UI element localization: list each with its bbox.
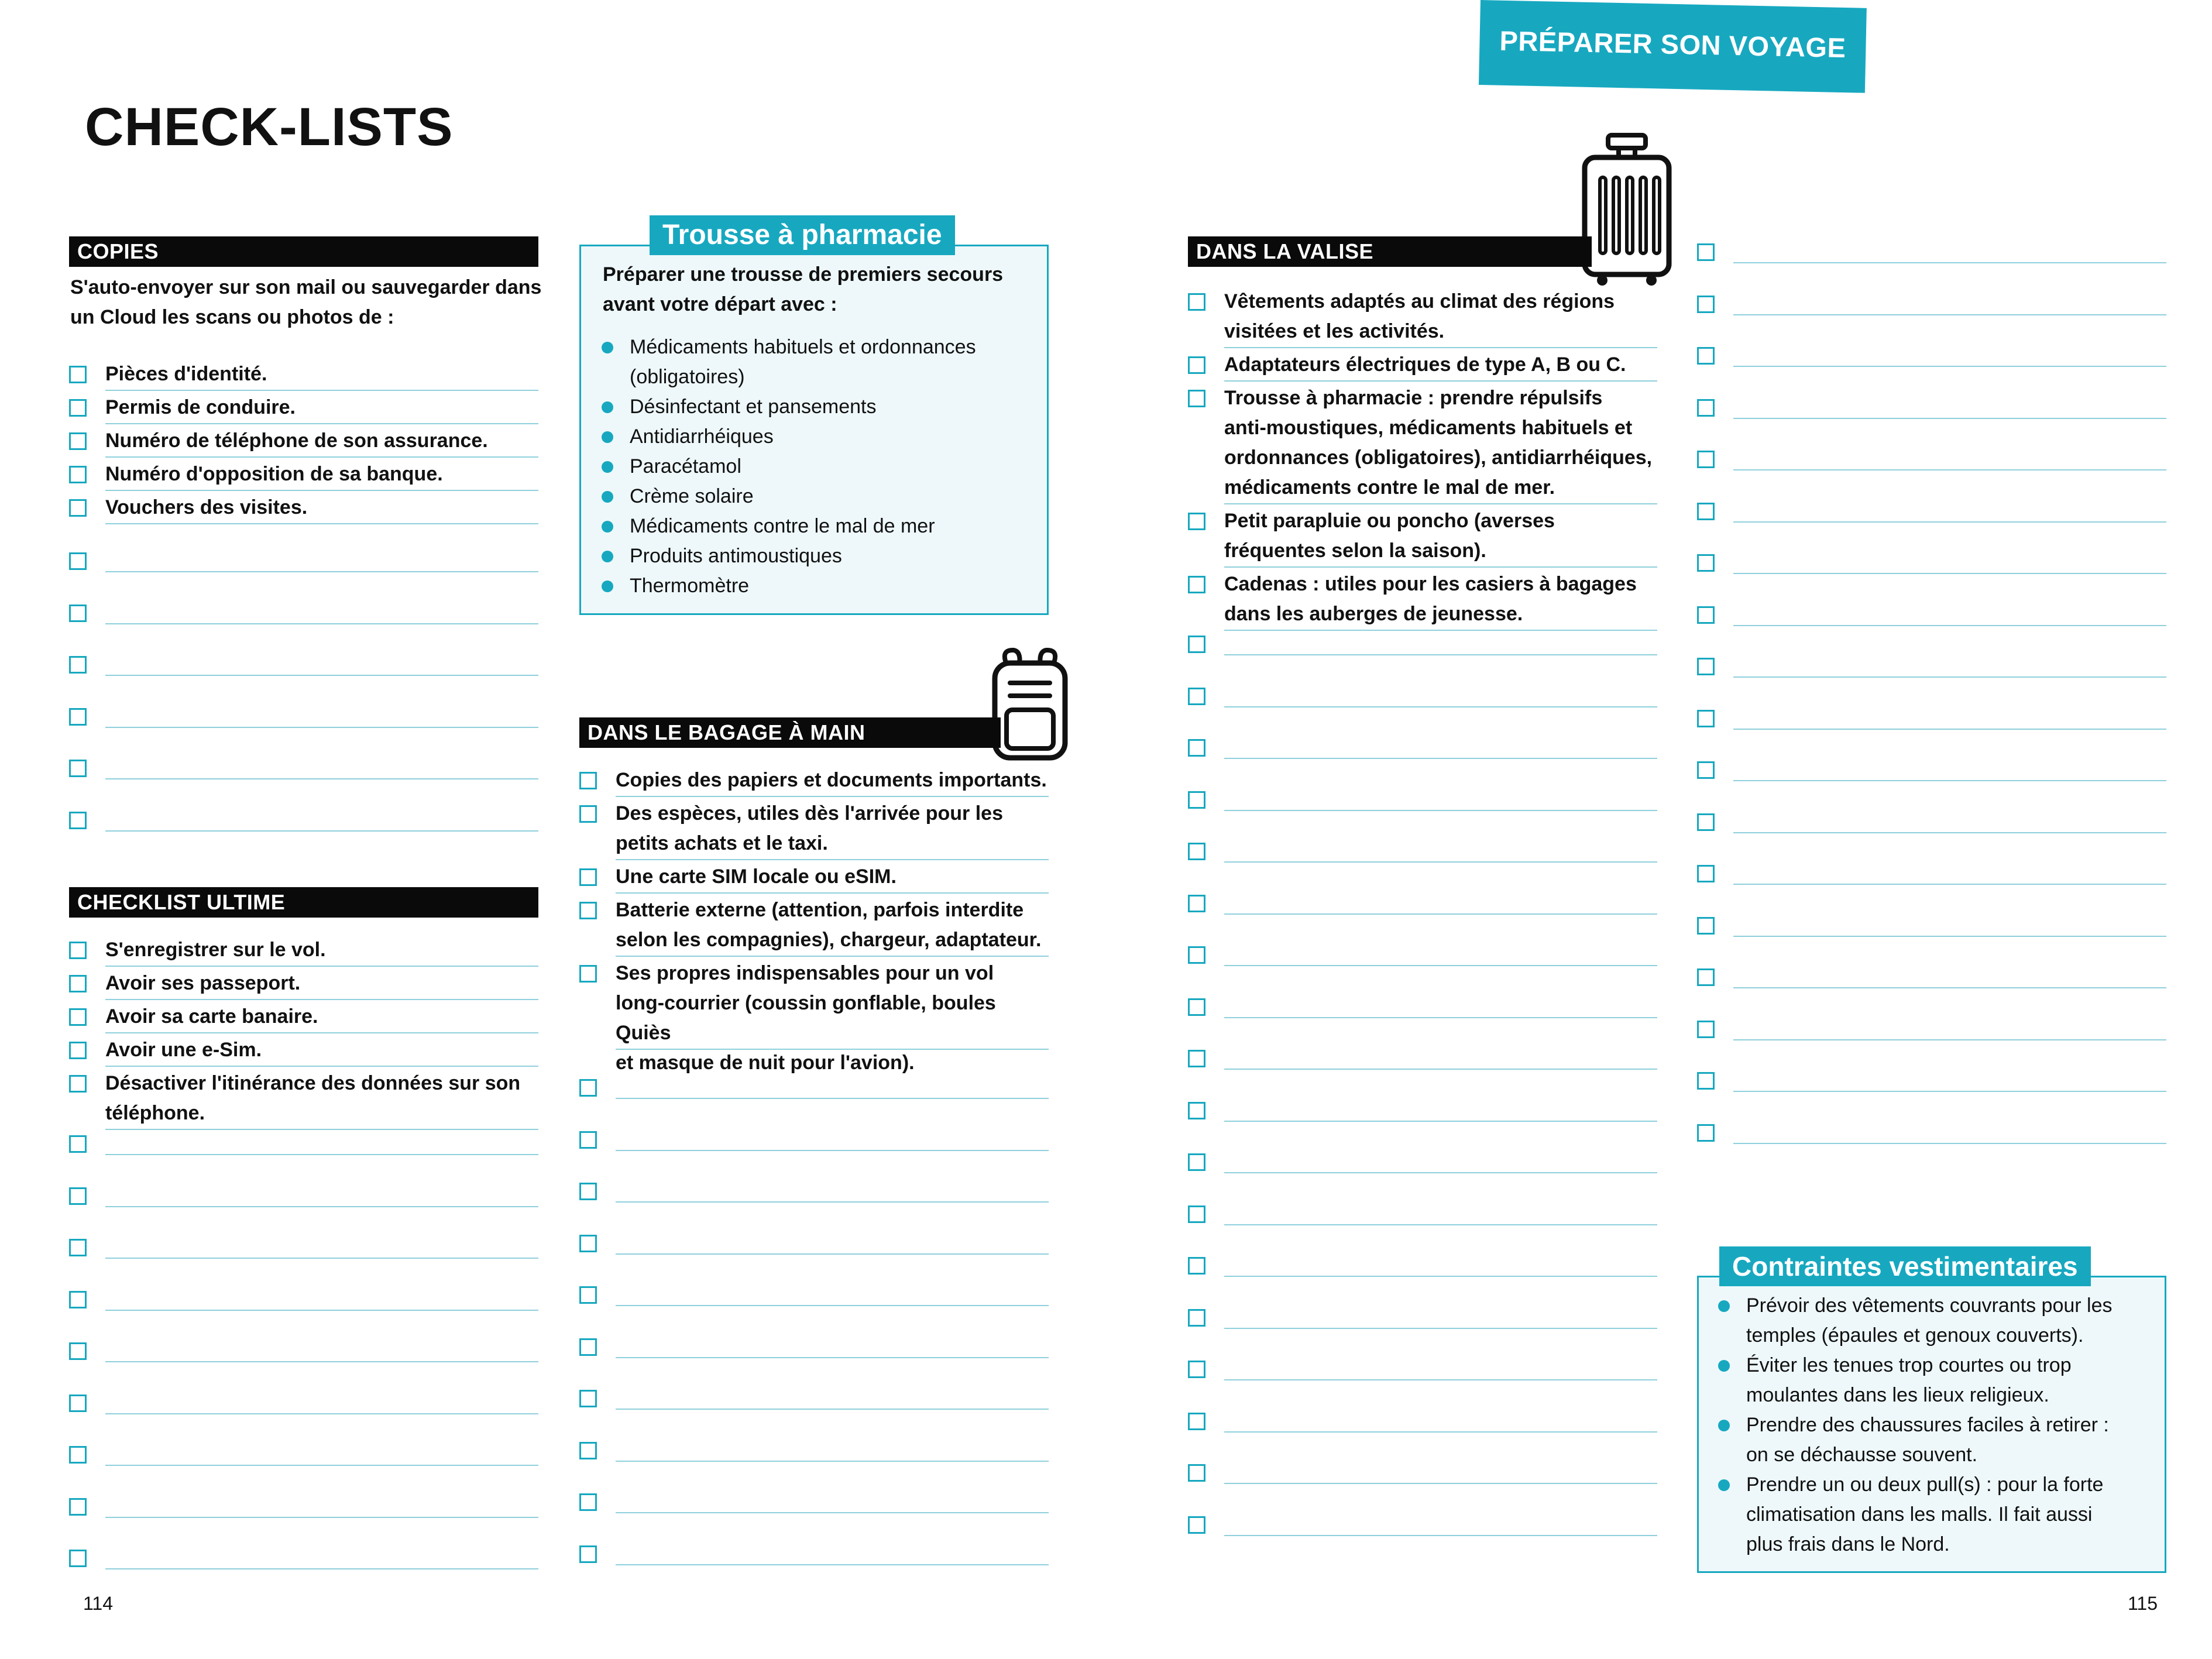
copies-empty-checkbox[interactable] (69, 708, 87, 726)
bagage-empty-line[interactable] (616, 1564, 1049, 1565)
bagage-item-line: Copies des papiers et documents importants. (616, 769, 1047, 791)
right-column-empty-line[interactable] (1733, 987, 2166, 988)
copies-checkbox[interactable] (69, 466, 87, 483)
valise-empty-line[interactable] (1224, 1224, 1657, 1225)
pharmacie-bullet-line: (obligatoires) (630, 366, 745, 388)
suitcase-icon (1580, 132, 1674, 287)
bagage-item-line: long-courrier (coussin gonflable, boules Quiès (616, 992, 996, 1044)
valise-empty-checkbox[interactable] (1188, 1516, 1205, 1534)
right-column-empty-checkbox[interactable] (1697, 296, 1715, 313)
valise-empty-checkbox[interactable] (1188, 1464, 1205, 1482)
right-column-empty-checkbox[interactable] (1697, 1072, 1715, 1090)
bagage-empty-line[interactable] (616, 1409, 1049, 1410)
ultime-empty-line[interactable] (105, 1310, 538, 1311)
pharmacie-bullet-line: Thermomètre (630, 575, 750, 597)
pharmacie-bullet-line: Médicaments contre le mal de mer (630, 515, 935, 537)
right-column-empty-checkbox[interactable] (1697, 1124, 1715, 1142)
bagage-empty-line[interactable] (616, 1461, 1049, 1462)
valise-empty-checkbox[interactable] (1188, 946, 1205, 964)
valise-empty-line[interactable] (1224, 1379, 1657, 1380)
bagage-item-line: et masque de nuit pour l'avion). (616, 1052, 915, 1074)
copies-underline (105, 423, 538, 424)
valise-item-line: dans les auberges de jeunesse. (1224, 603, 1523, 625)
bagage-underline (616, 796, 1049, 797)
valise-checkbox[interactable] (1188, 513, 1205, 530)
valise-empty-line[interactable] (1224, 965, 1657, 966)
right-column-empty-line[interactable] (1733, 314, 2166, 315)
bagage-empty-line[interactable] (616, 1253, 1049, 1255)
ultime-empty-line[interactable] (105, 1206, 538, 1207)
vestimentaires-bullet-line: Prévoir des vêtements couvrants pour les (1746, 1294, 2113, 1317)
valise-empty-checkbox[interactable] (1188, 688, 1205, 705)
bagage-empty-line[interactable] (616, 1150, 1049, 1151)
right-column-empty-line[interactable] (1733, 832, 2166, 833)
valise-empty-checkbox[interactable] (1188, 895, 1205, 912)
page-title: CHECK-LISTS (85, 97, 454, 157)
valise-item-line: fréquentes selon la saison). (1224, 540, 1486, 562)
right-column-empty-checkbox[interactable] (1697, 658, 1715, 675)
copies-empty-line[interactable] (105, 623, 538, 624)
bagage-empty-line[interactable] (616, 1305, 1049, 1306)
pharmacie-bullet-item (630, 422, 1039, 452)
valise-empty-checkbox[interactable] (1188, 636, 1205, 653)
pharmacie-bullet-item (630, 541, 1039, 571)
bagage-underline (616, 956, 1049, 957)
bagage-checkbox[interactable] (579, 772, 597, 789)
valise-empty-line[interactable] (1224, 1431, 1657, 1433)
bagage-empty-checkbox[interactable] (579, 1079, 597, 1097)
copies-item (105, 459, 538, 489)
vestimentaires-bullet-item (1746, 1470, 2156, 1560)
right-column-empty-line[interactable] (1733, 366, 2166, 367)
pharmacie-bullet-line: Produits antimoustiques (630, 545, 842, 567)
bagage-empty-checkbox[interactable] (579, 1545, 597, 1563)
vestimentaires-bullet-line: Éviter les tenues trop courtes ou trop (1746, 1354, 2072, 1376)
copies-empty-checkbox[interactable] (69, 656, 87, 674)
bagage-empty-line[interactable] (616, 1201, 1049, 1203)
ultime-checkbox[interactable] (69, 1008, 87, 1026)
vestimentaires-bullet-item (1746, 1291, 2156, 1351)
copies-empty-checkbox[interactable] (69, 812, 87, 829)
valise-empty-line[interactable] (1224, 913, 1657, 915)
pharmacie-bullet (602, 431, 613, 443)
ultime-empty-checkbox[interactable] (69, 1550, 87, 1567)
ultime-empty-checkbox[interactable] (69, 1135, 87, 1153)
valise-empty-line[interactable] (1224, 654, 1657, 655)
page-number-right: 115 (2128, 1593, 2158, 1614)
valise-item-line: ordonnances (obligatoires), antidiarrhéiques, (1224, 446, 1653, 469)
bagage-empty-checkbox[interactable] (579, 1338, 597, 1356)
right-column-empty-line[interactable] (1733, 418, 2166, 419)
vestimentaires-bullet (1718, 1420, 1730, 1431)
vestimentaires-bullet-line: Prendre des chaussures faciles à retirer : (1746, 1414, 2109, 1436)
valise-item-line: Vêtements adaptés au climat des régions (1224, 290, 1615, 312)
vestimentaires-bullet-line: Prendre un ou deux pull(s) : pour la forte (1746, 1473, 2104, 1496)
section-tab-label: PRÉPARER SON VOYAGE (1499, 25, 1846, 64)
bagage-item (616, 862, 1049, 892)
bagage-empty-checkbox[interactable] (579, 1390, 597, 1407)
ultime-empty-checkbox[interactable] (69, 1498, 87, 1516)
right-column-empty-checkbox[interactable] (1697, 917, 1715, 935)
ultime-underline (105, 1066, 538, 1067)
vestimentaires-bullet-line: temples (épaules et genoux couverts). (1746, 1324, 2084, 1347)
valise-empty-line[interactable] (1224, 1276, 1657, 1277)
vestimentaires-label: Contraintes vestimentaires (1719, 1246, 2091, 1286)
bagage-checkbox[interactable] (579, 868, 597, 886)
copies-heading: COPIES (69, 236, 538, 267)
valise-item-line: anti-moustiques, médicaments habituels et (1224, 417, 1633, 439)
ultime-empty-line[interactable] (105, 1568, 538, 1569)
vestimentaires-bullet (1718, 1300, 1730, 1312)
valise-item-line: visitées et les activités. (1224, 320, 1445, 342)
valise-empty-checkbox[interactable] (1188, 1205, 1205, 1223)
bagage-heading: DANS LE BAGAGE À MAIN (579, 717, 1001, 748)
copies-item-line: Vouchers des visites. (105, 496, 308, 518)
copies-item-line: Numéro d'opposition de sa banque. (105, 463, 443, 485)
right-column-empty-checkbox[interactable] (1697, 503, 1715, 520)
bagage-item-line: Batterie externe (attention, parfois interdite (616, 899, 1024, 921)
backpack-icon (989, 647, 1071, 764)
bagage-checkbox[interactable] (579, 902, 597, 919)
ultime-empty-line[interactable] (105, 1154, 538, 1155)
page-number-left: 114 (83, 1593, 114, 1614)
right-column-empty-line[interactable] (1733, 729, 2166, 730)
valise-checkbox[interactable] (1188, 293, 1205, 311)
vestimentaires-bullet-line: plus frais dans le Nord. (1746, 1533, 1950, 1555)
valise-item (1224, 350, 1657, 380)
pharmacie-label: Trousse à pharmacie (650, 215, 955, 255)
right-column-empty-line[interactable] (1733, 521, 2166, 523)
right-column-empty-line[interactable] (1733, 625, 2166, 626)
vestimentaires-bullet (1718, 1360, 1730, 1372)
vestimentaires-bullet (1718, 1479, 1730, 1491)
right-column-empty-checkbox[interactable] (1697, 399, 1715, 417)
right-column-empty-line[interactable] (1733, 936, 2166, 937)
copies-intro: S'auto-envoyer sur son mail ou sauvegarder dans un Cloud les scans ou photos de : (70, 276, 542, 328)
ultime-item (105, 1069, 538, 1128)
ultime-empty-line[interactable] (105, 1517, 538, 1518)
valise-item (1224, 287, 1657, 346)
copies-empty-line[interactable] (105, 778, 538, 779)
copies-checkbox[interactable] (69, 432, 87, 450)
ultime-empty-checkbox[interactable] (69, 1446, 87, 1464)
copies-item (105, 393, 538, 423)
ultime-checkbox[interactable] (69, 1042, 87, 1059)
pharmacie-intro: Préparer une trousse de premiers secours avant votre départ avec : (603, 263, 1004, 315)
bagage-empty-checkbox[interactable] (579, 1235, 597, 1252)
valise-empty-line[interactable] (1224, 1535, 1657, 1536)
valise-empty-checkbox[interactable] (1188, 998, 1205, 1016)
valise-item (1224, 506, 1657, 566)
vestimentaires-bullet-item (1746, 1410, 2156, 1470)
right-column-empty-line[interactable] (1733, 884, 2166, 885)
pharmacie-bullet (602, 342, 613, 353)
right-column-empty-checkbox[interactable] (1697, 1021, 1715, 1038)
ultime-item (105, 1035, 538, 1065)
valise-empty-checkbox[interactable] (1188, 1050, 1205, 1067)
pharmacie-bullet (602, 521, 613, 533)
valise-checkbox[interactable] (1188, 356, 1205, 374)
copies-item-line: Numéro de téléphone de son assurance. (105, 430, 488, 452)
right-column-empty-line[interactable] (1733, 676, 2166, 678)
valise-underline (1224, 503, 1657, 504)
pharmacie-bullet (602, 401, 613, 413)
valise-empty-checkbox[interactable] (1188, 843, 1205, 860)
copies-empty-line[interactable] (105, 675, 538, 676)
bagage-checkbox[interactable] (579, 965, 597, 983)
pharmacie-bullet-item (630, 452, 1039, 482)
ultime-item-line: S'enregistrer sur le vol. (105, 939, 326, 961)
ultime-underline (105, 999, 538, 1000)
copies-empty-line[interactable] (105, 727, 538, 728)
valise-underline (1224, 566, 1657, 568)
ultime-empty-line[interactable] (105, 1258, 538, 1259)
vestimentaires-bullet-line: on se déchausse souvent. (1746, 1444, 1978, 1466)
right-column-empty-checkbox[interactable] (1697, 347, 1715, 365)
copies-empty-checkbox[interactable] (69, 760, 87, 777)
copies-checkbox[interactable] (69, 499, 87, 517)
bagage-item (616, 799, 1049, 858)
valise-item-line: Petit parapluie ou poncho (averses (1224, 510, 1555, 532)
right-column-empty-checkbox[interactable] (1697, 243, 1715, 261)
ultime-checkbox[interactable] (69, 1075, 87, 1093)
ultime-empty-checkbox[interactable] (69, 1342, 87, 1360)
valise-empty-line[interactable] (1224, 1328, 1657, 1329)
valise-empty-line[interactable] (1224, 706, 1657, 707)
valise-item-line: Cadenas : utiles pour les casiers à bagages (1224, 573, 1637, 595)
valise-empty-checkbox[interactable] (1188, 1309, 1205, 1327)
copies-checkbox[interactable] (69, 366, 87, 383)
bagage-underline (616, 892, 1049, 894)
right-column-empty-checkbox[interactable] (1697, 813, 1715, 831)
bagage-item-line: petits achats et le taxi. (616, 832, 828, 854)
bagage-checkbox[interactable] (579, 805, 597, 823)
ultime-empty-line[interactable] (105, 1465, 538, 1466)
bagage-item-line: Une carte SIM locale ou eSIM. (616, 865, 897, 888)
pharmacie-bullet-item (630, 392, 1039, 422)
valise-empty-line[interactable] (1224, 1069, 1657, 1070)
bagage-underline (616, 859, 1049, 860)
valise-heading: DANS LA VALISE (1188, 236, 1592, 267)
valise-empty-line[interactable] (1224, 1483, 1657, 1484)
valise-empty-checkbox[interactable] (1188, 1413, 1205, 1430)
pharmacie-bullet-item (630, 332, 1039, 392)
ultime-item-line: Avoir une e-Sim. (105, 1039, 262, 1061)
bagage-item-line: Des espèces, utiles dès l'arrivée pour les (616, 802, 1003, 825)
ultime-item-line: téléphone. (105, 1102, 205, 1124)
bagage-empty-checkbox[interactable] (579, 1131, 597, 1149)
pharmacie-bullet-line: Crème solaire (630, 485, 754, 507)
valise-item-line: Adaptateurs électriques de type A, B ou C. (1224, 353, 1626, 376)
valise-empty-checkbox[interactable] (1188, 1153, 1205, 1171)
pharmacie-bullet-item (630, 571, 1039, 601)
right-column-empty-line[interactable] (1733, 469, 2166, 470)
copies-empty-checkbox[interactable] (69, 604, 87, 622)
right-column-empty-checkbox[interactable] (1697, 554, 1715, 572)
right-column-empty-checkbox[interactable] (1697, 606, 1715, 624)
bagage-empty-checkbox[interactable] (579, 1493, 597, 1511)
bagage-item-line: selon les compagnies), chargeur, adaptateur. (616, 929, 1042, 951)
valise-empty-checkbox[interactable] (1188, 1361, 1205, 1378)
valise-empty-checkbox[interactable] (1188, 739, 1205, 757)
valise-underline (1224, 347, 1657, 348)
copies-item-line: Pièces d'identité. (105, 363, 267, 385)
bagage-empty-line[interactable] (616, 1357, 1049, 1358)
right-column-empty-checkbox[interactable] (1697, 865, 1715, 882)
bagage-underline (616, 1049, 1049, 1050)
copies-underline (105, 390, 538, 391)
valise-empty-checkbox[interactable] (1188, 1102, 1205, 1119)
copies-empty-line[interactable] (105, 830, 538, 832)
copies-item (105, 426, 538, 456)
right-column-empty-line[interactable] (1733, 780, 2166, 781)
bagage-item (616, 895, 1049, 955)
valise-empty-line[interactable] (1224, 758, 1657, 759)
valise-underline (1224, 630, 1657, 631)
ultime-empty-line[interactable] (105, 1413, 538, 1414)
ultime-item (105, 968, 538, 998)
pharmacie-bullet-line: Désinfectant et pansements (630, 396, 877, 418)
pharmacie-bullet (602, 551, 613, 562)
bagage-empty-checkbox[interactable] (579, 1183, 597, 1200)
right-column-empty-line[interactable] (1733, 262, 2166, 263)
copies-empty-checkbox[interactable] (69, 552, 87, 570)
pharmacie-bullet (602, 491, 613, 503)
right-column-empty-line[interactable] (1733, 1143, 2166, 1144)
valise-empty-checkbox[interactable] (1188, 1257, 1205, 1275)
vestimentaires-bullet-item (1746, 1351, 2156, 1410)
copies-empty-line[interactable] (105, 571, 538, 572)
copies-item (105, 493, 538, 523)
bagage-empty-line[interactable] (616, 1512, 1049, 1513)
pharmacie-bullet-line: Médicaments habituels et ordonnances (630, 336, 976, 358)
vestimentaires-bullet-line: moulantes dans les lieux religieux. (1746, 1384, 2049, 1406)
pharmacie-bullet-item (630, 511, 1039, 541)
copies-item (105, 359, 538, 389)
ultime-checkbox[interactable] (69, 975, 87, 992)
valise-item (1224, 569, 1657, 629)
right-column-empty-checkbox[interactable] (1697, 968, 1715, 986)
bagage-item-line: Ses propres indispensables pour un vol (616, 962, 994, 984)
ultime-empty-checkbox[interactable] (69, 1291, 87, 1308)
ultime-checkbox[interactable] (69, 942, 87, 959)
ultime-underline (105, 1129, 538, 1130)
ultime-empty-checkbox[interactable] (69, 1239, 87, 1256)
ultime-empty-line[interactable] (105, 1361, 538, 1362)
bagage-item (616, 959, 1049, 1078)
checklist-ultime-heading: CHECKLIST ULTIME (69, 887, 538, 918)
right-column-empty-checkbox[interactable] (1697, 710, 1715, 727)
vestimentaires-bullet-line: climatisation dans les malls. Il fait aussi (1746, 1503, 2093, 1526)
ultime-item-line: Désactiver l'itinérance des données sur son (105, 1072, 521, 1094)
copies-checkbox[interactable] (69, 399, 87, 417)
copies-underline (105, 523, 538, 524)
pharmacie-bullet (602, 461, 613, 473)
valise-empty-line[interactable] (1224, 1172, 1657, 1173)
right-column-empty-line[interactable] (1733, 1039, 2166, 1040)
ultime-empty-checkbox[interactable] (69, 1394, 87, 1412)
valise-checkbox[interactable] (1188, 576, 1205, 593)
ultime-underline (105, 1032, 538, 1033)
section-tab (1479, 0, 1867, 93)
valise-item-line: médicaments contre le mal de mer. (1224, 476, 1555, 499)
right-column-empty-checkbox[interactable] (1697, 761, 1715, 779)
bagage-empty-line[interactable] (616, 1098, 1049, 1099)
valise-empty-line[interactable] (1224, 861, 1657, 863)
bagage-empty-checkbox[interactable] (579, 1286, 597, 1304)
ultime-empty-checkbox[interactable] (69, 1187, 87, 1205)
valise-underline (1224, 380, 1657, 382)
valise-empty-line[interactable] (1224, 810, 1657, 811)
valise-checkbox[interactable] (1188, 390, 1205, 407)
right-column-empty-line[interactable] (1733, 1091, 2166, 1092)
copies-underline (105, 490, 538, 491)
ultime-item (105, 935, 538, 965)
right-column-empty-line[interactable] (1733, 573, 2166, 574)
right-column-empty-checkbox[interactable] (1697, 451, 1715, 468)
ultime-underline (105, 966, 538, 967)
ultime-item (105, 1002, 538, 1032)
bagage-item (616, 765, 1049, 795)
copies-underline (105, 456, 538, 458)
valise-item-line: Trousse à pharmacie : prendre répulsifs (1224, 387, 1603, 409)
bagage-empty-checkbox[interactable] (579, 1442, 597, 1459)
valise-empty-line[interactable] (1224, 1121, 1657, 1122)
valise-item (1224, 383, 1657, 503)
ultime-item-line: Avoir ses passeport. (105, 972, 301, 994)
copies-item-line: Permis de conduire. (105, 396, 296, 418)
pharmacie-bullet-line: Paracétamol (630, 455, 741, 478)
pharmacie-bullet (602, 581, 613, 592)
valise-empty-line[interactable] (1224, 1017, 1657, 1018)
pharmacie-bullet-item (630, 482, 1039, 511)
ultime-item-line: Avoir sa carte banaire. (105, 1005, 318, 1028)
pharmacie-bullet-line: Antidiarrhéiques (630, 425, 774, 448)
valise-empty-checkbox[interactable] (1188, 791, 1205, 809)
